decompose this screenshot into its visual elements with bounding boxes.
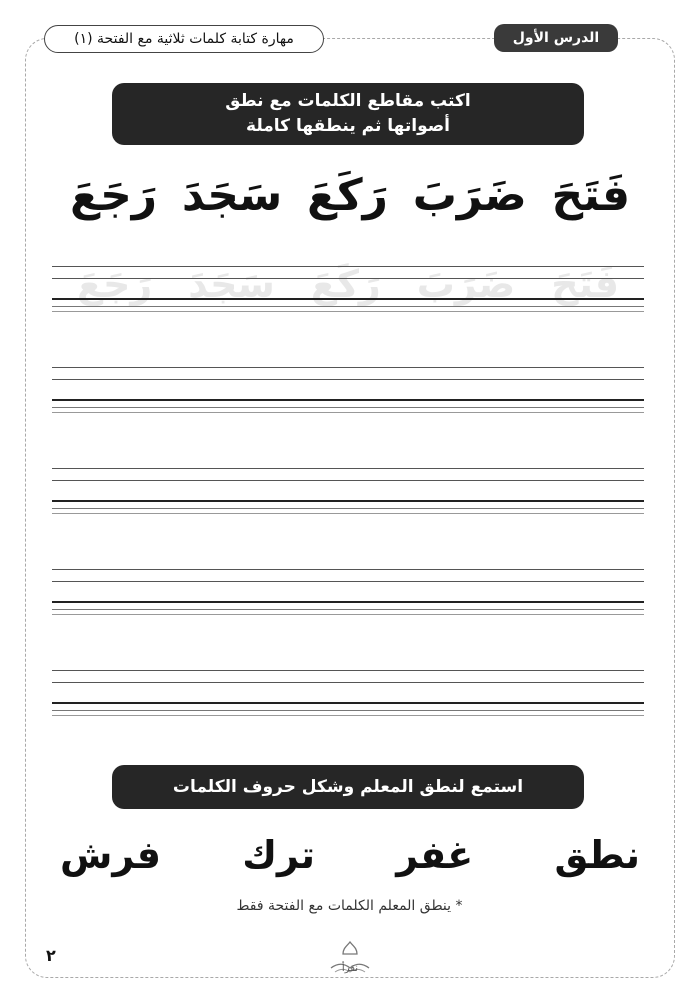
- skill-title: [44, 25, 324, 53]
- lesson-badge: [494, 24, 618, 52]
- listen-word: فرش: [60, 833, 161, 877]
- teacher-note: * ينطق المعلم الكلمات مع الفتحة فقط: [236, 898, 463, 914]
- instruction-line-2: أصواتها ثم ينطقها كاملة: [246, 116, 450, 136]
- instruction-line-1: اكتب مقاطع الكلمات مع نطق: [225, 91, 471, 111]
- trace-word: رَكَعَ: [310, 262, 381, 306]
- listen-words: [60, 825, 640, 885]
- trace-word: فَتَحَ: [551, 262, 619, 306]
- listen-word: نطق: [554, 833, 640, 877]
- tracing-words: [77, 260, 619, 308]
- logo-text: نقرأ: [341, 963, 359, 974]
- model-word: ضَرَبَ: [412, 169, 527, 221]
- model-word: رَجَعَ: [70, 169, 158, 221]
- trace-word: رَجَعَ: [77, 262, 153, 306]
- instruction-box-2: [112, 765, 584, 809]
- writing-lines-2[interactable]: [52, 367, 644, 417]
- writing-lines-1[interactable]: [52, 262, 644, 316]
- page-number: ٢: [46, 946, 56, 965]
- model-word: رَكَعَ: [306, 169, 388, 221]
- writing-lines-3[interactable]: [52, 468, 644, 518]
- skill-title-text: مهارة كتابة كلمات ثلاثية مع الفتحة (١): [74, 31, 294, 47]
- lesson-label: الدرس الأول: [512, 30, 600, 46]
- model-word: فَتَحَ: [551, 169, 630, 221]
- model-words: [70, 160, 630, 230]
- writing-lines-4[interactable]: [52, 569, 644, 619]
- writing-lines-5[interactable]: [52, 670, 644, 720]
- model-word: سَجَدَ: [181, 169, 283, 221]
- listen-word: غفر: [396, 833, 474, 877]
- listen-word: ترك: [242, 833, 315, 877]
- trace-word: سَجَدَ: [188, 262, 275, 306]
- instruction-box-1: [112, 83, 584, 145]
- trace-word: ضَرَبَ: [416, 262, 516, 306]
- instruction-listen: استمع لنطق المعلم وشكل حروف الكلمات: [172, 777, 524, 797]
